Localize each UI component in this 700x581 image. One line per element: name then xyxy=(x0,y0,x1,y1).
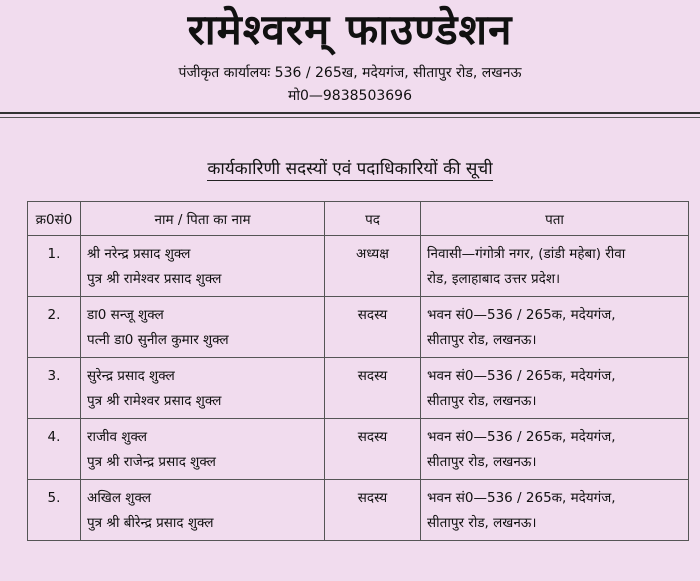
post-cell xyxy=(325,236,421,297)
address-line-1: भवन सं0—536 / 265क, मदेयगंज, xyxy=(427,490,616,506)
address-cell xyxy=(421,236,689,297)
address-line-2: सीतापुर रोड, लखनऊ। xyxy=(427,515,537,531)
post-cell xyxy=(325,480,421,541)
address-line-1: भवन सं0—536 / 265क, मदेयगंज, xyxy=(427,368,616,384)
table-header-row xyxy=(28,202,689,236)
address-line-2: सीतापुर रोड, लखनऊ। xyxy=(427,393,537,409)
column-header-serial: क्र0सं0 xyxy=(28,202,81,236)
column-header-address: पता xyxy=(421,202,689,236)
address-line-2: रोड, इलाहाबाद उत्तर प्रदेश। xyxy=(427,271,561,287)
member-name: अखिल शुक्ल xyxy=(87,490,151,506)
column-header-name: नाम / पिता का नाम xyxy=(81,202,325,236)
member-name: सुरेन्द्र प्रसाद शुक्ल xyxy=(87,368,175,384)
address-cell xyxy=(421,297,689,358)
member-name: श्री नरेन्द्र प्रसाद शुक्ल xyxy=(87,246,191,262)
address-line-1: निवासी—गंगोत्री नगर, (डांडी महेबा) रीवा xyxy=(427,246,626,262)
name-cell xyxy=(81,297,325,358)
address-cell xyxy=(421,419,689,480)
table-row xyxy=(28,419,689,480)
member-name: डा0 सन्जू शुक्ल xyxy=(87,307,164,323)
name-cell xyxy=(81,358,325,419)
name-cell xyxy=(81,480,325,541)
member-relation: पत्नी डा0 सुनील कुमार शुक्ल xyxy=(87,332,229,348)
member-name: राजीव शुक्ल xyxy=(87,429,148,445)
table-row xyxy=(28,236,689,297)
table-row xyxy=(28,358,689,419)
list-title-text: कार्यकारिणी सदस्यों एवं पदाधिकारियों की सूची xyxy=(207,159,493,179)
post-cell xyxy=(325,358,421,419)
serial-number: 4. xyxy=(47,429,61,445)
member-post: सदस्य xyxy=(357,368,388,384)
mobile-number: मो0—9838503696 xyxy=(288,88,412,104)
serial-cell xyxy=(28,358,81,419)
name-cell xyxy=(81,419,325,480)
member-post: सदस्य xyxy=(357,307,388,323)
member-post: सदस्य xyxy=(357,429,388,445)
member-post: अध्यक्ष xyxy=(356,246,389,262)
post-cell xyxy=(325,297,421,358)
member-relation: पुत्र श्री राजेन्द्र प्रसाद शुक्ल xyxy=(87,454,216,470)
organization-name: रामेश्वरम् फाउण्डेशन xyxy=(187,5,513,54)
member-post: सदस्य xyxy=(357,490,388,506)
address-line-2: सीतापुर रोड, लखनऊ। xyxy=(427,332,537,348)
header-divider-thin xyxy=(0,117,700,118)
address-line-2: सीतापुर रोड, लखनऊ। xyxy=(427,454,537,470)
serial-number: 3. xyxy=(47,368,61,384)
header-divider-thick xyxy=(0,112,700,114)
name-cell xyxy=(81,236,325,297)
serial-number: 5. xyxy=(47,490,61,506)
serial-cell xyxy=(28,297,81,358)
serial-cell xyxy=(28,480,81,541)
table-row xyxy=(28,480,689,541)
table-row xyxy=(28,297,689,358)
address-cell xyxy=(421,480,689,541)
members-table xyxy=(27,201,689,541)
post-cell xyxy=(325,419,421,480)
address-cell xyxy=(421,358,689,419)
serial-cell xyxy=(28,236,81,297)
address-line-1: भवन सं0—536 / 265क, मदेयगंज, xyxy=(427,307,616,323)
serial-number: 2. xyxy=(47,307,61,323)
registered-office-address: पंजीकृत कार्यालयः 536 / 265ख, मदेयगंज, सीतापुर रोड, लखनऊ xyxy=(178,65,522,81)
member-relation: पुत्र श्री बीरेन्द्र प्रसाद शुक्ल xyxy=(87,515,214,531)
column-header-post: पद xyxy=(325,202,421,236)
serial-cell xyxy=(28,419,81,480)
member-relation: पुत्र श्री रामेश्वर प्रसाद शुक्ल xyxy=(87,393,222,409)
serial-number: 1. xyxy=(47,246,61,262)
member-relation: पुत्र श्री रामेश्वर प्रसाद शुक्ल xyxy=(87,271,222,287)
list-title xyxy=(0,158,700,180)
address-line-1: भवन सं0—536 / 265क, मदेयगंज, xyxy=(427,429,616,445)
